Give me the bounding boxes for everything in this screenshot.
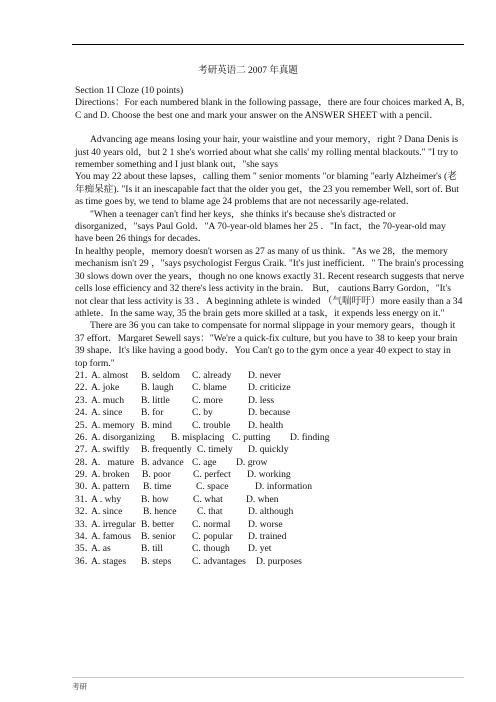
question-number: 24．	[75, 407, 95, 419]
question-number: 34．	[75, 531, 95, 543]
option-c: C. putting	[232, 431, 271, 443]
option-c: C. trouble	[192, 419, 231, 431]
option-a: A. since	[91, 506, 123, 518]
question-row	[75, 494, 465, 506]
question-number: 36．	[75, 555, 95, 567]
option-b: B. hence	[143, 506, 177, 518]
option-b: B. laugh	[141, 382, 174, 394]
option-b: B. how	[141, 493, 169, 505]
answer-options	[75, 370, 465, 568]
option-b: B. for	[141, 407, 164, 419]
option-d: D. purposes	[256, 555, 302, 567]
option-d: D. yet	[248, 543, 272, 555]
option-c: C. space	[196, 481, 229, 493]
option-a: A. almost	[91, 369, 129, 381]
option-a: A. since	[91, 407, 123, 419]
option-a: A. pattern	[91, 481, 130, 493]
option-a: A. joke	[91, 382, 120, 394]
option-d: D. when	[246, 493, 279, 505]
option-d: D. because	[248, 407, 291, 419]
page-footer: 考研	[72, 682, 87, 691]
question-number: 28．	[75, 456, 95, 468]
option-d: D. health	[248, 419, 284, 431]
question-row	[75, 469, 465, 481]
option-c: C. already	[192, 369, 232, 381]
option-b: B. senior	[141, 531, 176, 543]
question-row	[75, 506, 465, 518]
question-row	[75, 432, 465, 444]
question-number: 30．	[75, 481, 95, 493]
question-number: 25．	[75, 419, 95, 431]
option-b: B. little	[141, 394, 170, 406]
question-row	[75, 420, 465, 432]
header-rule	[72, 44, 464, 45]
question-row	[75, 457, 465, 469]
option-a: A. much	[91, 394, 125, 406]
option-c: C. by	[192, 407, 213, 419]
option-d: D. working	[247, 469, 291, 481]
option-b: B. better	[141, 518, 175, 530]
option-d: D. criticize	[248, 382, 291, 394]
section-title: Section 1I Cloze (10 points)	[75, 85, 184, 96]
option-b: B. time	[143, 481, 172, 493]
option-d: D. although	[248, 506, 294, 518]
option-a: A. disorganizing	[91, 431, 155, 443]
question-row	[75, 395, 465, 407]
page-title: 考研英语二 2007 年真题	[198, 66, 298, 76]
option-b: B. mind	[141, 419, 172, 431]
directions: Directions：For each numbered blank in the following passage，there are four choices marked A, B, C and D. Choose the best one and mark your answer on the ANSWER SHEET with a pencil．	[75, 97, 465, 121]
question-row	[75, 382, 465, 394]
option-c: C. advantages	[192, 555, 246, 567]
footer-rule	[72, 677, 464, 678]
question-row	[75, 370, 465, 382]
option-b: B. till	[141, 543, 163, 555]
option-c: C. age	[192, 456, 217, 468]
option-d: D. less	[248, 394, 275, 406]
option-c: C. popular	[192, 531, 233, 543]
option-b: B. seldom	[141, 369, 180, 381]
question-row	[75, 444, 465, 456]
option-a: A. mature	[91, 456, 135, 468]
option-d: D. worse	[248, 518, 283, 530]
question-number: 33．	[75, 518, 95, 530]
option-c: C. perfect	[193, 469, 231, 481]
option-d: D. never	[248, 369, 282, 381]
passage-paragraph: In healthy people，memory doesn't worsen as 27 as many of us think．"As we 28，the memory mechanism isn't 29 ，"says psychologist Fergus Craik. "It's just inefficient．" The brain's processing 30 slows down over the years，though no one knows exactly 31. Recent research suggests that nerve cells lose efficiency and 32 there's less activity in the brain． But， cautions Barry Gordon，"It's not clear that less activity is 33 ．A beginning athlete is winded （气喘吁吁）more easily than a 34 athlete．In the same way, 35 the brain gets more skilled at a task，it expends less energy on it."	[75, 245, 464, 319]
option-c: C. timely	[197, 444, 233, 456]
question-row	[75, 519, 465, 531]
option-c: C. though	[192, 543, 230, 555]
option-c: C. more	[192, 394, 223, 406]
option-b: B. steps	[141, 555, 172, 567]
option-a: A. famous	[91, 531, 131, 543]
option-a: A. stages	[91, 555, 127, 567]
question-number: 35．	[75, 543, 95, 555]
question-row	[75, 531, 465, 543]
option-c: C. normal	[192, 518, 231, 530]
question-number: 23．	[75, 394, 95, 406]
question-number: 29．	[75, 469, 95, 481]
option-a: A . why	[91, 493, 122, 505]
option-c: C. what	[193, 493, 223, 505]
question-number: 32．	[75, 506, 95, 518]
option-d: D. information	[255, 481, 313, 493]
question-row	[75, 543, 465, 555]
passage-paragraph: You may 22 about these lapses，calling them " senior moments "or blaming "early Alzheimer's (老年痴呆症). "Is it an inescapable fact that the older you get，the 23 you remember Well, sort of. But as time goes by, we tend to blame age 24 problems that are not necessarily age-related．	[75, 171, 459, 208]
passage-paragraph: There are 36 you can take to compensate for normal slippage in your memory gears，though it 37 effort．Margaret Sewell says："We're a quick-fix culture, but you have to 38 to keep your brain 39 shape．It's like having a good body．You Can't go to the gym once a year 40 expect to stay in top form."	[75, 320, 458, 369]
passage-paragraph: Advancing age means losing your hair, your waistline and your memory，right ? Dana Denis is just 40 years old，but 2 1 she's worried about what she calls' my rolling mental blackouts." "I try to remember something and I just blank out，"she says	[75, 134, 459, 171]
question-number: 21．	[75, 369, 95, 381]
option-b: B. poor	[142, 469, 171, 481]
option-a: A. swiftly	[91, 444, 130, 456]
option-a: A. memory	[91, 419, 135, 431]
question-number: 31．	[75, 493, 95, 505]
question-number: 27．	[75, 444, 95, 456]
option-a: A. as	[91, 543, 111, 555]
option-d: D. quickly	[248, 444, 289, 456]
question-number: 22．	[75, 382, 95, 394]
option-c: C. blame	[192, 382, 227, 394]
passage-paragraph: "When a teenager can't find her keys，she thinks it's because she's distracted or disorganized，"says Paul Gold．"A 70-year-old blames her 25 ．"In fact，the 70-year-old may have been 26 things for decades．	[75, 208, 446, 245]
question-row	[75, 556, 465, 568]
option-d: D. trained	[248, 531, 287, 543]
option-a: A. broken	[91, 469, 130, 481]
option-c: C. that	[197, 506, 223, 518]
question-row	[75, 407, 465, 419]
question-row	[75, 481, 465, 493]
option-b: B. frequently	[141, 444, 192, 456]
document-body	[75, 85, 465, 568]
option-a: A. irregular	[91, 518, 136, 530]
option-b: B. misplacing	[171, 431, 225, 443]
option-b: B. advance	[141, 456, 184, 468]
question-number: 26．	[75, 431, 95, 443]
option-d: D. finding	[290, 431, 330, 443]
option-d: D. grow	[236, 456, 268, 468]
